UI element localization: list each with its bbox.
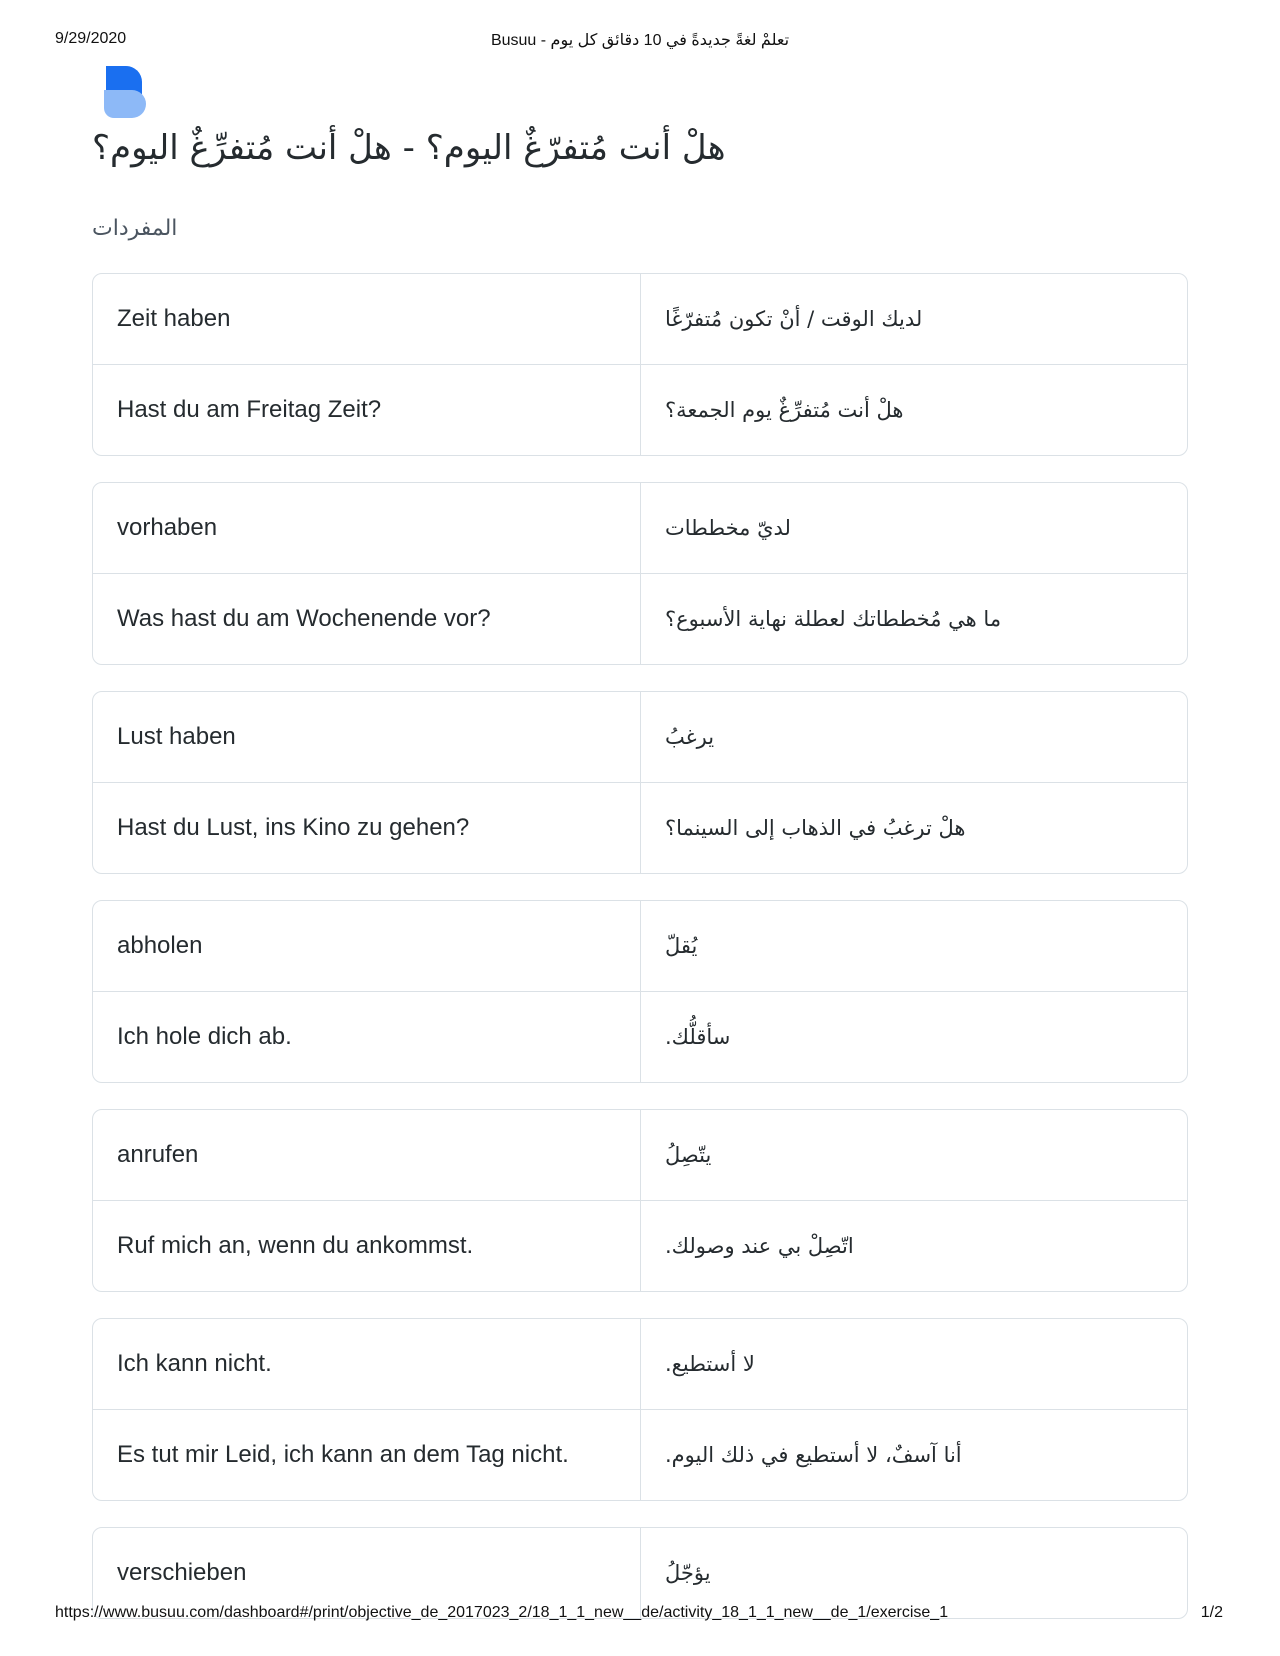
vocab-example-row — [93, 573, 1187, 664]
example-arabic: هلْ أنت مُتفرِّغٌ يوم الجمعة؟ — [665, 398, 904, 422]
vocab-example-row — [93, 991, 1187, 1082]
logo-top-shape — [106, 66, 142, 94]
word-german: Zeit haben — [93, 274, 641, 364]
vocab-word-row — [93, 1319, 1187, 1409]
vocab-example-row — [93, 1200, 1187, 1291]
word-arabic: يرغبُ — [665, 725, 715, 749]
example-arabic: أنا آسفٌ، لا أستطيع في ذلك اليوم. — [665, 1443, 962, 1467]
example-german: Hast du Lust, ins Kino zu gehen? — [93, 783, 641, 873]
word-german: anrufen — [93, 1110, 641, 1200]
example-arabic: اتّصِلْ بي عند وصولك. — [665, 1234, 854, 1258]
example-german: Ich hole dich ab. — [93, 992, 641, 1082]
example-german: Ruf mich an, wenn du ankommst. — [93, 1201, 641, 1291]
example-german: Es tut mir Leid, ich kann an dem Tag nicht. — [93, 1410, 641, 1500]
example-german: Hast du am Freitag Zeit? — [93, 365, 641, 455]
vocab-card — [92, 900, 1188, 1083]
print-date: 9/29/2020 — [55, 30, 127, 47]
vocab-card — [92, 1318, 1188, 1501]
vocab-example-row — [93, 364, 1187, 455]
vocabulary-list — [92, 273, 1188, 1645]
word-german: Ich kann nicht. — [93, 1319, 641, 1409]
vocab-example-row — [93, 1409, 1187, 1500]
vocab-word-row — [93, 483, 1187, 573]
word-arabic: لديّ مخططات — [665, 516, 791, 540]
word-german: abholen — [93, 901, 641, 991]
vocab-example-row — [93, 782, 1187, 873]
vocab-card — [92, 1109, 1188, 1292]
word-arabic: يتّصِلُ — [665, 1143, 712, 1167]
example-arabic: ما هي مُخططاتك لعطلة نهاية الأسبوع؟ — [665, 607, 1002, 631]
vocab-card — [92, 691, 1188, 874]
print-page-number: 1/2 — [1200, 1604, 1223, 1621]
example-german: Was hast du am Wochenende vor? — [93, 574, 641, 664]
word-german: Lust haben — [93, 692, 641, 782]
example-arabic: هلْ ترغبُ في الذهاب إلى السينما؟ — [665, 816, 966, 840]
lesson-title: هلْ أنت مُتفرّغٌ اليوم؟ - هلْ أنت مُتفرِّغٌ اليوم؟ — [92, 128, 726, 168]
word-arabic: لا أستطيع. — [665, 1352, 755, 1376]
section-label: المفردات — [92, 216, 178, 241]
vocab-word-row — [93, 901, 1187, 991]
word-german: verschieben — [93, 1528, 641, 1618]
word-arabic: يُقلّ — [665, 934, 698, 958]
word-german: vorhaben — [93, 483, 641, 573]
vocab-card — [92, 482, 1188, 665]
print-url: https://www.busuu.com/dashboard#/print/objective_de_2017023_2/18_1_1_new__de/activity_18_1_1_new__de_1/exercise_1 — [55, 1604, 949, 1621]
vocab-word-row — [93, 1110, 1187, 1200]
busuu-logo — [100, 64, 148, 120]
vocab-word-row — [93, 274, 1187, 364]
vocab-card — [92, 273, 1188, 456]
example-arabic: سأقلُّك. — [665, 1025, 731, 1049]
word-arabic: يؤجّلُ — [665, 1561, 711, 1585]
vocab-word-row — [93, 692, 1187, 782]
logo-bottom-shape — [104, 90, 146, 118]
word-arabic: لديك الوقت / أنْ تكون مُتفرّغًا — [665, 307, 923, 331]
print-page-title: Busuu - تعلمْ لغةً جديدةً في 10 دقائق كل يوم — [490, 32, 790, 49]
